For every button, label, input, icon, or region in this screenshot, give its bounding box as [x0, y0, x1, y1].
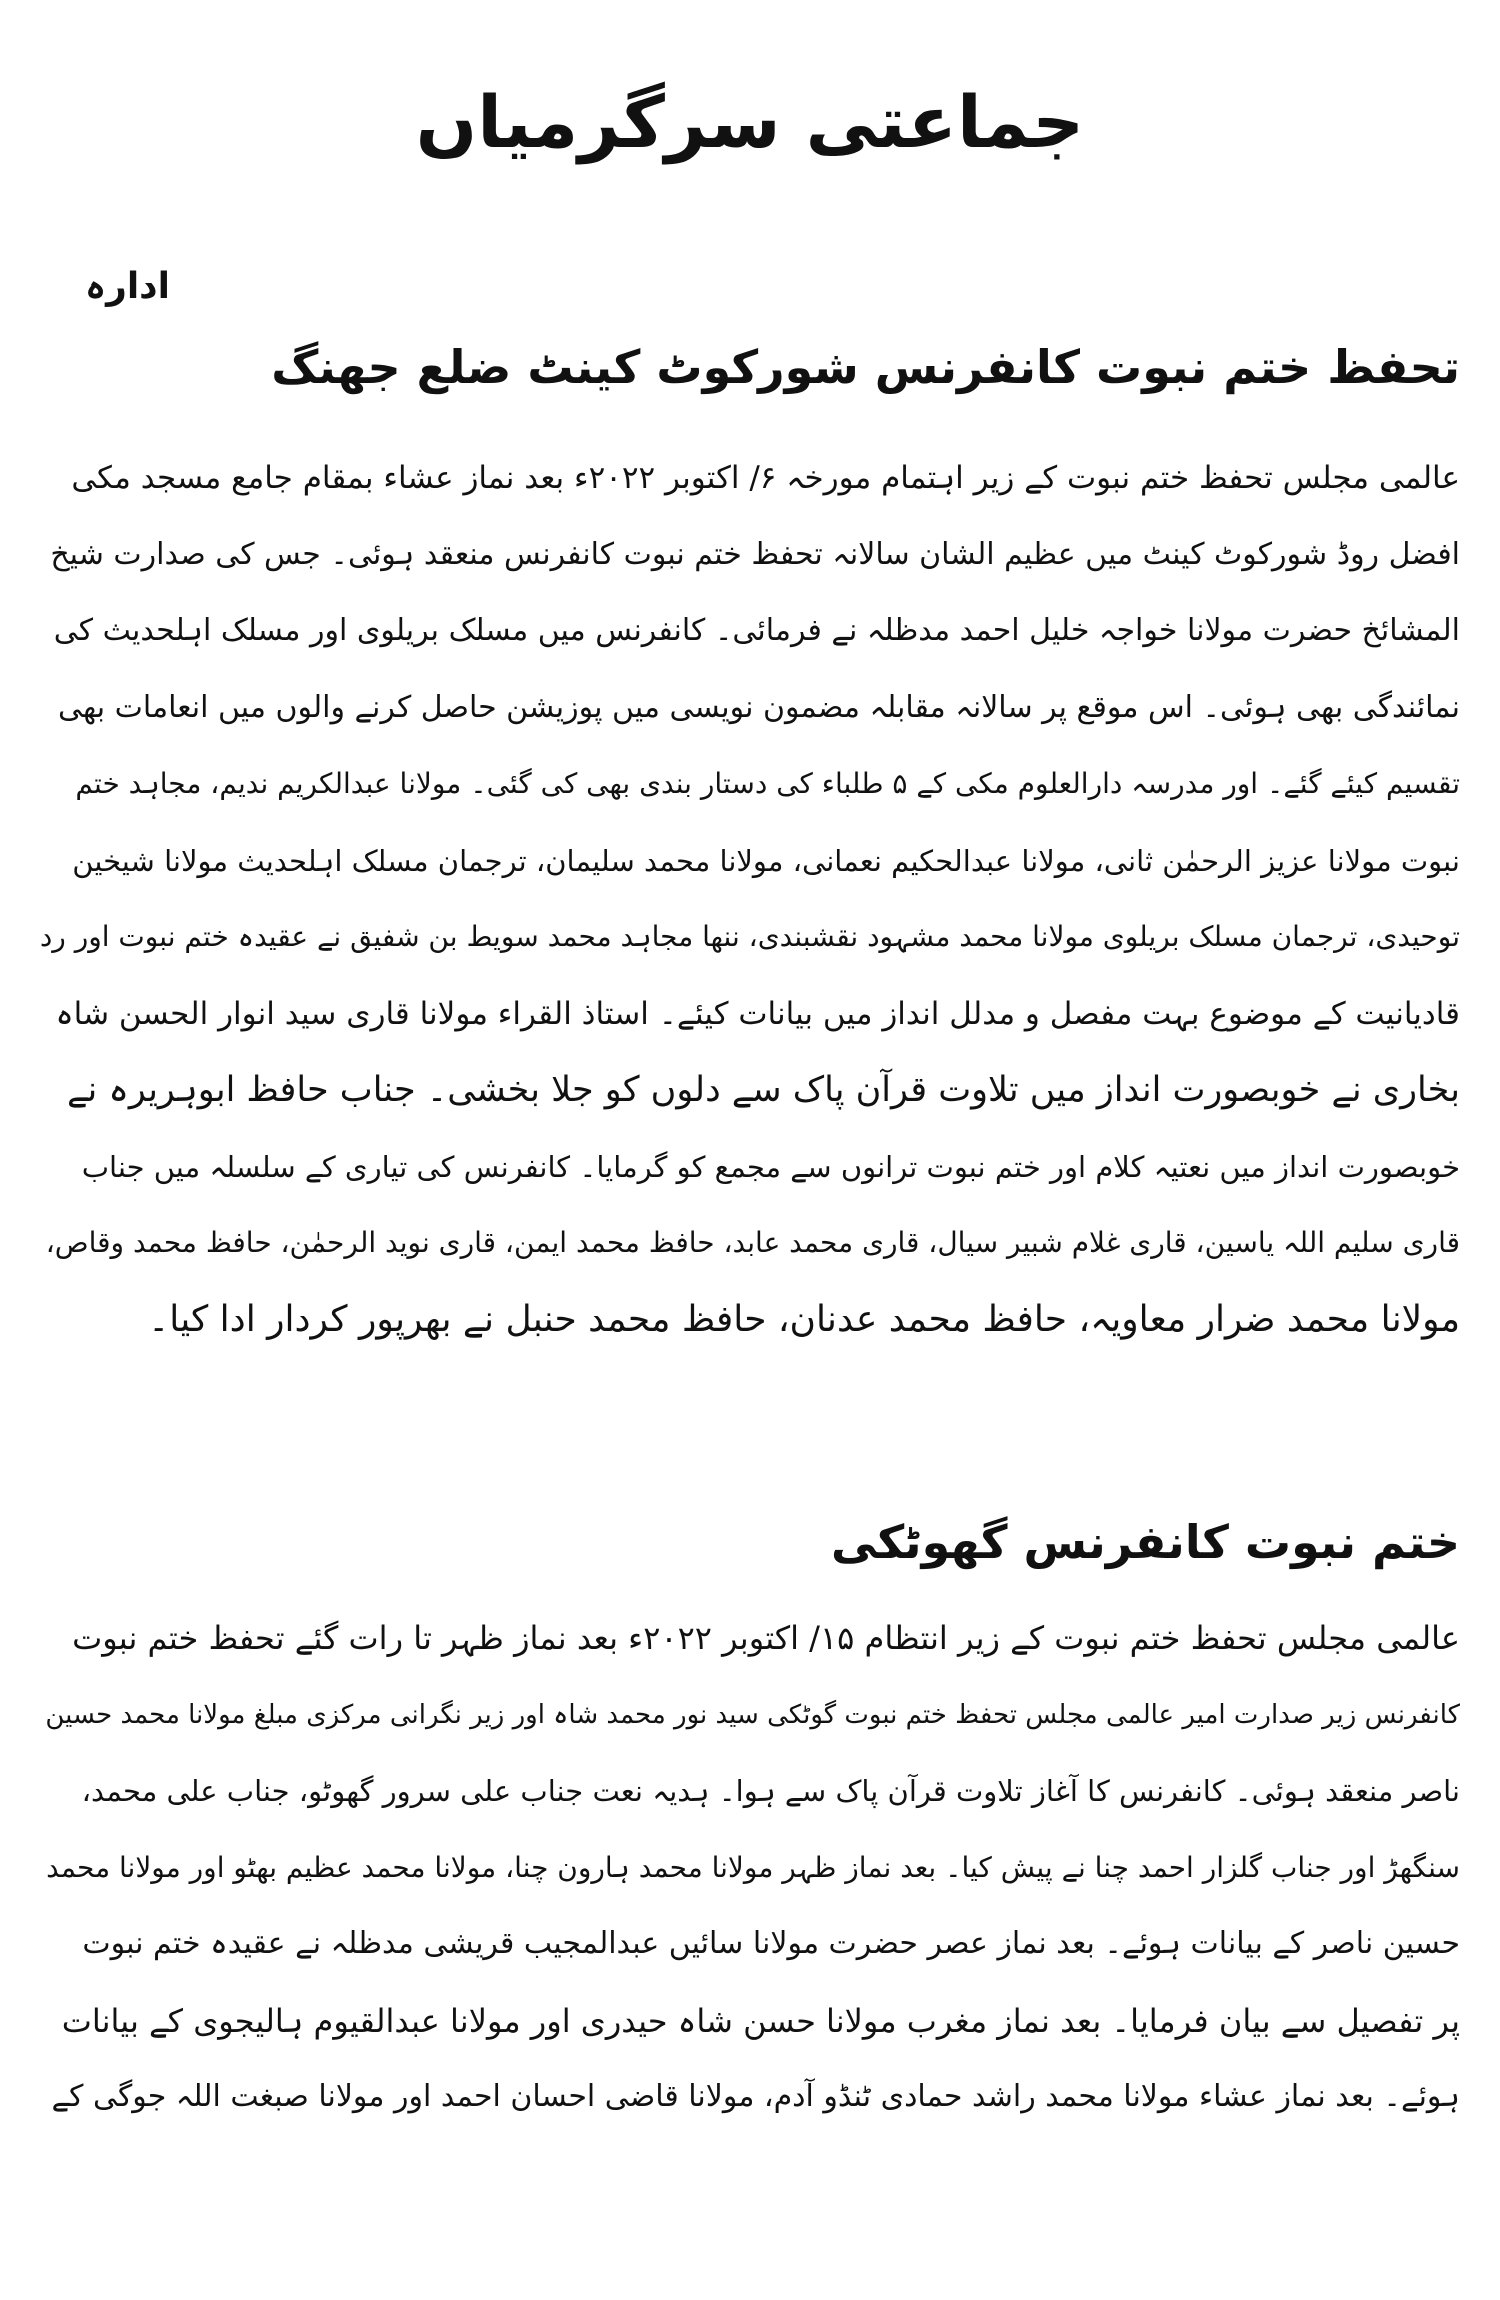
article-body — [40, 1600, 1460, 2136]
body-line: تقسیم کیئے گئے۔ اور مدرسہ دارالعلوم مکی کے ۵ طلباء کی دستار بندی بھی کی گئی۔ مولانا عبدالکریم ندیم، مجاہد ختم — [75, 767, 1460, 800]
body-line: سنگھڑ اور جناب گلزار احمد چنا نے پیش کیا۔ بعد نماز ظہر مولانا محمد ہارون چنا، مولانا محمد عظیم بھٹو اور مولانا محمد — [46, 1850, 1460, 1884]
body-line: کانفرنس زیر صدارت امیر عالمی مجلس تحفظ ختم نبوت گوٹکی سید نور محمد شاہ اور زیر نگرانی مرکزی مبلغ مولانا محمد حسین — [45, 1699, 1460, 1730]
body-line: ہوئے۔ بعد نماز عشاء مولانا محمد راشد حمادی ٹنڈو آدم، مولانا قاضی احسان احمد اور مولانا صبغت اللہ جوگی کے — [51, 2079, 1460, 2114]
body-line: قاری سلیم اللہ یاسین، قاری غلام شبیر سیال، قاری محمد عابد، حافظ محمد ایمن، قاری نوید الرحمٰن، حافظ محمد وقاص، — [45, 1226, 1460, 1259]
body-line: توحیدی، ترجمان مسلک بریلوی مولانا محمد مشہود نقشبندی، ننھا مجاہد محمد سویط بن شفیق نے عقیدہ ختم نبوت اور رد — [40, 920, 1460, 953]
body-line: بخاری نے خوبصورت انداز میں تلاوت قرآن پاک سے دلوں کو جلا بخشی۔ جناب حافظ ابوہریرہ نے — [67, 1070, 1460, 1110]
article-heading: تحفظ ختم نبوت کانفرنس شورکوٹ کینٹ ضلع جھنگ — [271, 340, 1460, 394]
body-line: خوبصورت انداز میں نعتیہ کلام اور ختم نبوت ترانوں سے مجمع کو گرمایا۔ کانفرنس کی تیاری کے سلسلہ میں جناب — [81, 1149, 1460, 1184]
body-line: نبوت مولانا عزیز الرحمٰن ثانی، مولانا عبدالحکیم نعمانی، مولانا محمد سلیمان، ترجمان مسلک اہلحدیث مولانا شیخین — [72, 843, 1460, 878]
body-line: قادیانیت کے موضوع بہت مفصل و مدلل انداز میں بیانات کیئے۔ استاذ القراء مولانا قاری سید انوار الحسن شاہ — [55, 995, 1460, 1032]
body-line: نمائندگی بھی ہوئی۔ اس موقع پر سالانہ مقابلہ مضمون نویسی میں پوزیشن حاصل کرنے والوں میں انعامات بھی — [57, 689, 1460, 725]
body-line: المشائخ حضرت مولانا خواجہ خلیل احمد مدظلہ نے فرمائی۔ کانفرنس میں مسلک بریلوی اور مسلک اہلحدیث کی — [53, 613, 1460, 648]
body-line: ناصر منعقد ہوئی۔ کانفرنس کا آغاز تلاوت قرآن پاک سے ہوا۔ ہدیہ نعت جناب علی سرور گھوٹو، جناب علی محمد، — [81, 1774, 1460, 1808]
article-heading: ختم نبوت کانفرنس گھوٹکی — [831, 1515, 1460, 1569]
page-title: جماعتی سرگرمیاں — [415, 80, 1085, 164]
body-line: حسین ناصر کے بیانات ہوئے۔ بعد نماز عصر حضرت مولانا سائیں عبدالمجیب قریشی مدظلہ نے عقیدہ ختم نبوت — [82, 1926, 1460, 1961]
body-line: عالمی مجلس تحفظ ختم نبوت کے زیر انتظام ۱۵/ اکتوبر ۲۰۲۲ء بعد نماز ظہر تا رات گئے تحفظ ختم نبوت — [72, 1619, 1460, 1657]
article-body — [40, 440, 1460, 1358]
body-line: مولانا محمد ضرار معاویہ، حافظ محمد عدنان، حافظ محمد حنبل نے بھرپور کردار ادا کیا۔ — [148, 1298, 1460, 1340]
body-line: عالمی مجلس تحفظ ختم نبوت کے زیر اہتمام مورخہ ۶/ اکتوبر ۲۰۲۲ء بعد نماز عشاء بمقام جامع مسجد مکی — [71, 460, 1460, 496]
body-line: پر تفصیل سے بیان فرمایا۔ بعد نماز مغرب مولانا حسن شاہ حیدری اور مولانا عبدالقیوم ہالیجوی کے بیانات — [61, 2001, 1460, 2040]
body-line: افضل روڈ شورکوٹ کینٹ میں عظیم الشان سالانہ تحفظ ختم نبوت کانفرنس منعقد ہوئی۔ جس کی صدارت شیخ — [50, 536, 1460, 572]
byline: ادارہ — [85, 266, 170, 307]
